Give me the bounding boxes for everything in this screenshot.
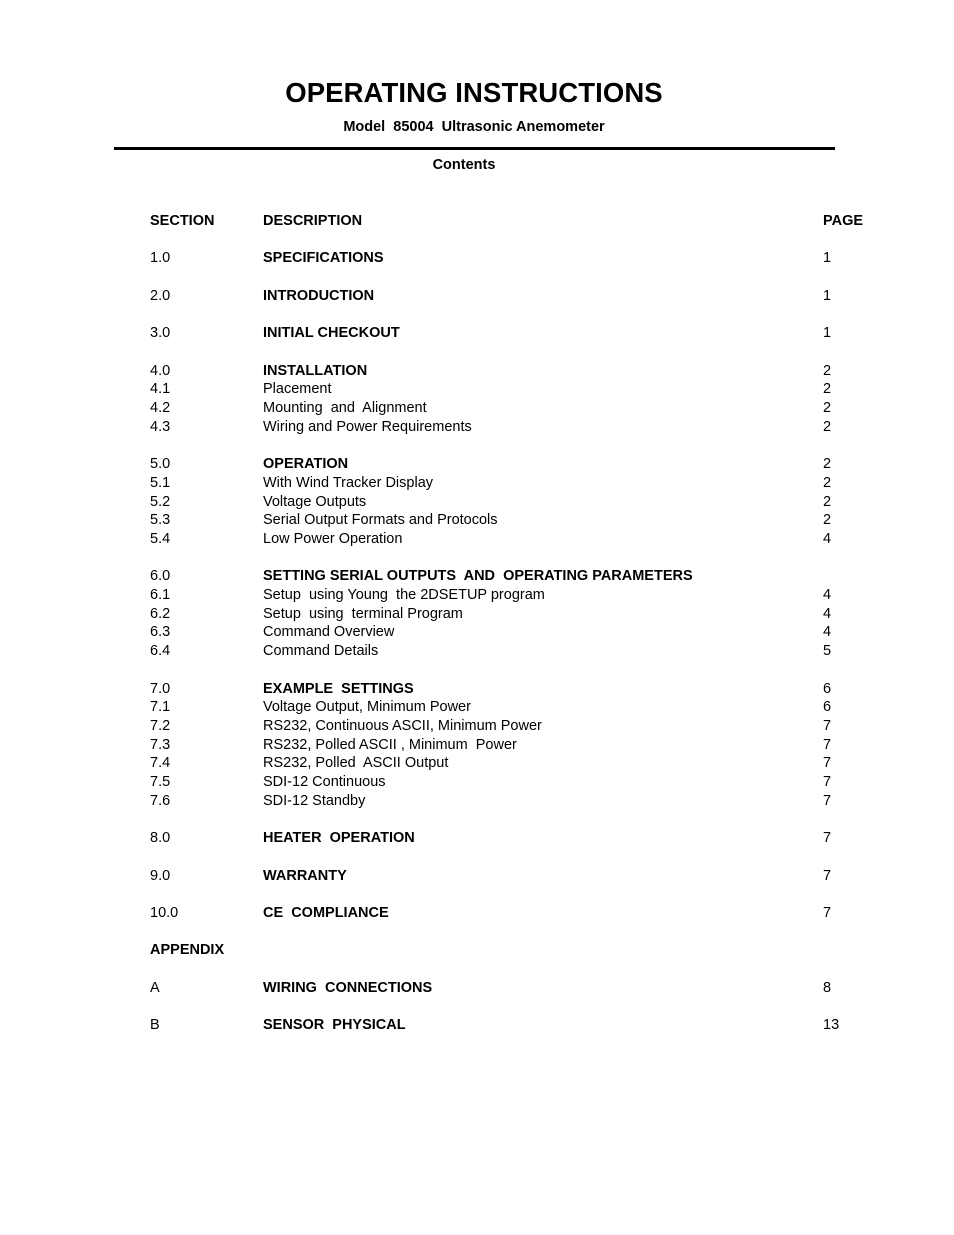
toc-row <box>0 829 954 847</box>
toc-page-number: 1 <box>823 250 832 266</box>
toc-section-number: 5.0 <box>150 456 171 472</box>
toc-section-title: Voltage Outputs <box>263 494 367 510</box>
toc-row <box>0 530 954 548</box>
toc-page-number: 7 <box>823 830 832 846</box>
toc-section-number: 7.2 <box>150 718 171 734</box>
toc-row <box>0 399 954 417</box>
toc-row <box>0 736 954 754</box>
toc-row <box>0 642 954 660</box>
toc-section-number: 3.0 <box>150 325 171 341</box>
toc-section-number: 8.0 <box>150 830 171 846</box>
toc-header-row <box>0 212 954 230</box>
toc-page-number: 5 <box>823 643 832 659</box>
toc-section-title: Placement <box>263 381 332 397</box>
toc-section-number: 5.3 <box>150 512 171 528</box>
toc-page-number: 4 <box>823 531 832 547</box>
toc-row <box>0 567 954 585</box>
toc-page-number: 2 <box>823 419 832 435</box>
toc-section-title: INSTALLATION <box>263 363 368 379</box>
toc-section-title: INITIAL CHECKOUT <box>263 325 400 341</box>
toc-section-number: 5.2 <box>150 494 171 510</box>
toc-section-title: SDI-12 Continuous <box>263 774 386 790</box>
toc-page-number: 7 <box>823 905 832 921</box>
toc-row <box>0 979 954 997</box>
toc-row <box>0 904 954 922</box>
toc-section-number: 6.0 <box>150 568 171 584</box>
document-title: OPERATING INSTRUCTIONS <box>285 77 663 108</box>
toc-row <box>0 586 954 604</box>
toc-row <box>0 1016 954 1034</box>
toc-page-number: 7 <box>823 793 832 809</box>
toc-section-title: With Wind Tracker Display <box>263 475 434 491</box>
toc-row <box>0 754 954 772</box>
toc-page-number: 7 <box>823 718 832 734</box>
toc-section-title: INTRODUCTION <box>263 288 375 304</box>
toc-section-number: 6.1 <box>150 587 171 603</box>
toc-section-number: 1.0 <box>150 250 171 266</box>
toc-section-number: 4.2 <box>150 400 171 416</box>
header-divider <box>114 147 835 150</box>
toc-section-number: 4.3 <box>150 419 171 435</box>
toc-section-title: Voltage Output, Minimum Power <box>263 699 471 715</box>
toc-row <box>0 418 954 436</box>
toc-page-number: 2 <box>823 512 832 528</box>
toc-section-number: B <box>150 1017 160 1033</box>
toc-page-number: 6 <box>823 699 832 715</box>
toc-section-title: EXAMPLE SETTINGS <box>263 681 414 697</box>
toc-section-number: 7.6 <box>150 793 171 809</box>
toc-section-number: 5.4 <box>150 531 171 547</box>
toc-section-title: RS232, Polled ASCII Output <box>263 755 449 771</box>
toc-section-number: 7.4 <box>150 755 171 771</box>
toc-section-number: 7.0 <box>150 681 171 697</box>
toc-page-number: 7 <box>823 737 832 753</box>
toc-page-number: 4 <box>823 624 832 640</box>
toc-page-number: 7 <box>823 755 832 771</box>
toc-row <box>0 362 954 380</box>
toc-header-description: DESCRIPTION <box>263 213 363 229</box>
toc-row <box>0 474 954 492</box>
toc-section-title: WARRANTY <box>263 868 347 884</box>
toc-section-title: RS232, Continuous ASCII, Minimum Power <box>263 718 542 734</box>
toc-section-title: Command Overview <box>263 624 395 640</box>
toc-page-number: 2 <box>823 363 832 379</box>
toc-row <box>0 287 954 305</box>
toc-section-title: Low Power Operation <box>263 531 403 547</box>
toc-page-number: 2 <box>823 400 832 416</box>
toc-page-number: 1 <box>823 325 832 341</box>
toc-section-number: A <box>150 980 160 996</box>
toc-page-number: 1 <box>823 288 832 304</box>
toc-section-number: 7.1 <box>150 699 171 715</box>
toc-page-number: 7 <box>823 868 832 884</box>
toc-row <box>0 249 954 267</box>
toc-section-title: RS232, Polled ASCII , Minimum Power <box>263 737 517 753</box>
toc-page-number: 2 <box>823 494 832 510</box>
toc-page-number: 7 <box>823 774 832 790</box>
toc-section-title: SPECIFICATIONS <box>263 250 384 266</box>
toc-section-title: SDI-12 Standby <box>263 793 366 809</box>
toc-section-title: SETTING SERIAL OUTPUTS AND OPERATING PARAMETERS <box>263 568 693 584</box>
toc-row <box>0 493 954 511</box>
toc-section-number: 6.2 <box>150 606 171 622</box>
toc-page-number: 8 <box>823 980 832 996</box>
toc-row <box>0 941 954 959</box>
toc-section-number: 6.4 <box>150 643 171 659</box>
document-subtitle: Model 85004 Ultrasonic Anemometer <box>343 119 605 135</box>
toc-row <box>0 455 954 473</box>
toc-section-title: Setup using terminal Program <box>263 606 463 622</box>
toc-page-number: 6 <box>823 681 832 697</box>
toc-row <box>0 698 954 716</box>
toc-page-number: 2 <box>823 475 832 491</box>
toc-header-page: PAGE <box>823 213 864 229</box>
toc-section-number: 9.0 <box>150 868 171 884</box>
toc-section-number: 6.3 <box>150 624 171 640</box>
toc-section-number: 5.1 <box>150 475 171 491</box>
toc-section-title: WIRING CONNECTIONS <box>263 980 433 996</box>
toc-section-title: Wiring and Power Requirements <box>263 419 472 435</box>
toc-section-title: CE COMPLIANCE <box>263 905 389 921</box>
toc-row <box>0 680 954 698</box>
toc-section-title: Serial Output Formats and Protocols <box>263 512 498 528</box>
toc-row <box>0 773 954 791</box>
toc-section-title: OPERATION <box>263 456 349 472</box>
toc-section-title: HEATER OPERATION <box>263 830 415 846</box>
toc-section-number: 7.3 <box>150 737 171 753</box>
toc-row <box>0 867 954 885</box>
toc-section-title: SENSOR PHYSICAL <box>263 1017 406 1033</box>
toc-row <box>0 380 954 398</box>
toc-section-number: 4.1 <box>150 381 171 397</box>
contents-heading: Contents <box>432 157 496 173</box>
toc-section-number: 2.0 <box>150 288 171 304</box>
toc-row <box>0 605 954 623</box>
toc-page-number: 2 <box>823 381 832 397</box>
toc-page-number: 13 <box>823 1017 840 1033</box>
toc-page-number: 4 <box>823 587 832 603</box>
toc-row <box>0 511 954 529</box>
toc-section-number: APPENDIX <box>150 942 225 958</box>
toc-section-title: Command Details <box>263 643 379 659</box>
toc-section-number: 7.5 <box>150 774 171 790</box>
toc-header-section: SECTION <box>150 213 215 229</box>
toc-row <box>0 792 954 810</box>
toc-page-number: 2 <box>823 456 832 472</box>
toc-section-number: 10.0 <box>150 905 179 921</box>
toc-row <box>0 717 954 735</box>
toc-row <box>0 324 954 342</box>
toc-row <box>0 623 954 641</box>
toc-section-number: 4.0 <box>150 363 171 379</box>
toc-section-title: Setup using Young the 2DSETUP program <box>263 587 545 603</box>
toc-page-number: 4 <box>823 606 832 622</box>
toc-section-title: Mounting and Alignment <box>263 400 427 416</box>
